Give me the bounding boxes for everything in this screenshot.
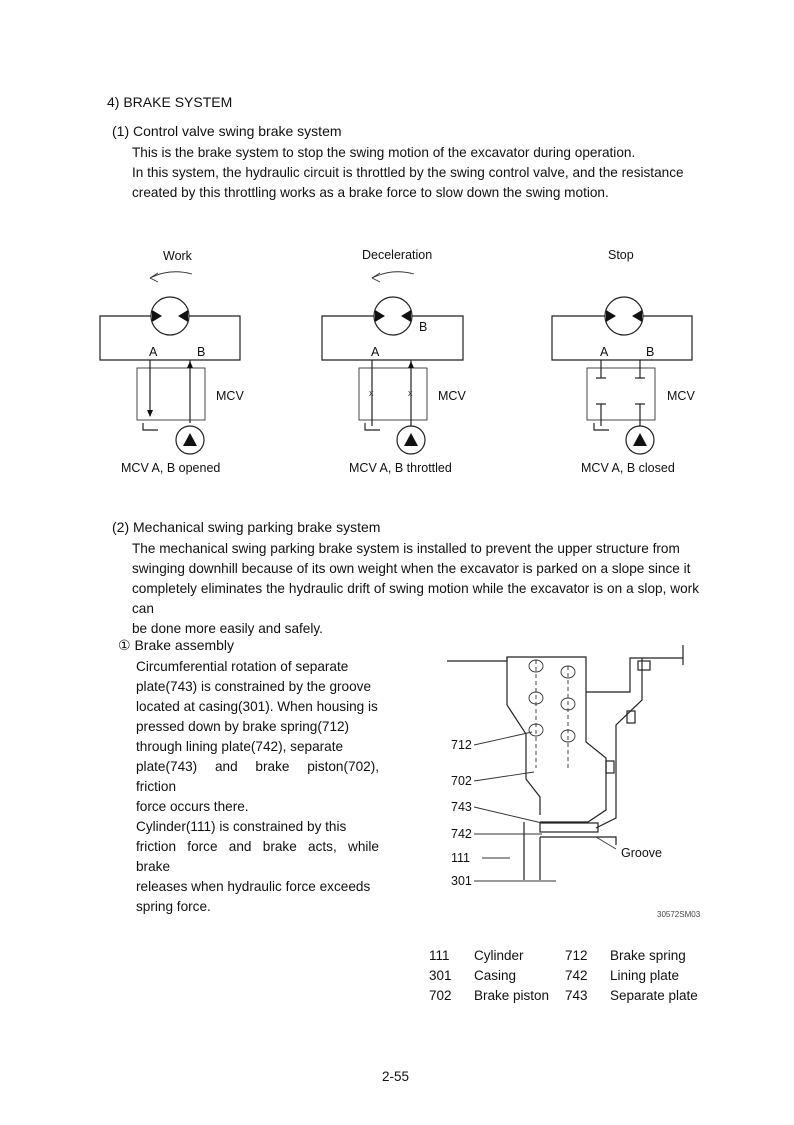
- callout-label: 712: [451, 738, 472, 752]
- legend-number: 111: [429, 948, 450, 963]
- page-number: 2-55: [382, 1069, 410, 1084]
- svg-text:x: x: [369, 388, 374, 398]
- paragraph-line: releases when hydraulic force exceeds: [136, 879, 371, 894]
- paragraph-line: swinging downhill because of its own weight when the excavator is parked on a slope since it: [132, 561, 691, 576]
- port-label: B: [197, 345, 206, 359]
- diagram-stop: [552, 297, 692, 454]
- brake-assembly-body: [136, 657, 379, 917]
- paragraph-line: Circumferential rotation of separate: [136, 659, 349, 674]
- legend-name: Casing: [474, 968, 517, 983]
- svg-text:x: x: [408, 388, 413, 398]
- hydraulic-diagrams: [0, 240, 794, 490]
- port-label: A: [149, 345, 158, 359]
- valve-label: MCV: [667, 389, 695, 403]
- callout-label: 743: [451, 800, 472, 814]
- subsection-2-body: [132, 539, 699, 639]
- paragraph-line: spring force.: [136, 899, 211, 914]
- valve-label: MCV: [438, 389, 466, 403]
- diagram-mode-label: Deceleration: [362, 248, 433, 262]
- callout-label: 742: [451, 827, 472, 841]
- paragraph-line: pressed down by brake spring(712): [136, 719, 350, 734]
- seal-icon: [638, 661, 650, 670]
- arrow-curve-icon: [150, 272, 192, 278]
- subsection-2-title: (2) Mechanical swing parking brake system: [112, 519, 381, 535]
- section-title: 4) BRAKE SYSTEM: [107, 94, 233, 110]
- subsection-1-body: [132, 143, 699, 203]
- diagram-caption: MCV A, B opened: [121, 461, 221, 475]
- legend-number: 743: [565, 988, 588, 1003]
- diagram-caption: MCV A, B closed: [581, 461, 675, 475]
- legend-name: Brake piston: [474, 988, 550, 1003]
- port-label: A: [600, 345, 609, 359]
- paragraph-line: through lining plate(742), separate: [136, 739, 344, 754]
- brake-assembly-drawing: [440, 640, 700, 900]
- diagram-work: [100, 272, 240, 454]
- diagram-caption: MCV A, B throttled: [349, 461, 452, 475]
- port-label: B: [419, 320, 428, 334]
- subsection-1-title: (1) Control valve swing brake system: [112, 123, 342, 139]
- parts-legend: [0, 948, 794, 1018]
- paragraph-line: located at casing(301). When housing is: [136, 699, 378, 714]
- callout-label: 301: [451, 874, 472, 888]
- groove-label: Groove: [621, 846, 662, 860]
- seal-icon: [606, 761, 614, 773]
- paragraph-line: The mechanical swing parking brake system is installed to prevent the upper structure from: [132, 541, 680, 556]
- legend-number: 742: [565, 968, 588, 983]
- paragraph-line: Cylinder(111) is constrained by this: [136, 819, 347, 834]
- paragraph-line: be done more easily and safely.: [132, 621, 323, 636]
- callout-label: 702: [451, 774, 472, 788]
- brake-spring-coils: [529, 660, 575, 768]
- paragraph-line: force occurs there.: [136, 799, 249, 814]
- callout-label: 111: [451, 851, 471, 865]
- drawing-code: 30572SM03: [657, 910, 701, 919]
- arrow-curve-icon: [372, 272, 414, 278]
- paragraph-line: completely eliminates the hydraulic drift of swing motion while the excavator is on a slop, work can: [132, 581, 699, 616]
- valve-label: MCV: [216, 389, 244, 403]
- port-label: B: [646, 345, 655, 359]
- legend-name: Brake spring: [610, 948, 686, 963]
- paragraph-line: created by this throttling works as a brake force to slow down the swing motion.: [132, 185, 609, 200]
- paragraph-line: plate(743) and brake piston(702), friction: [136, 759, 379, 794]
- diagram-mode-label: Stop: [608, 248, 634, 262]
- diagram-deceleration: [322, 272, 463, 454]
- paragraph-line: In this system, the hydraulic circuit is throttled by the swing control valve, and the resistance: [132, 165, 684, 180]
- legend-name: Separate plate: [610, 988, 698, 1003]
- port-label: A: [371, 345, 380, 359]
- brake-assembly-title: ① Brake assembly: [118, 637, 235, 653]
- callout-leaders: [474, 732, 616, 881]
- paragraph-line: friction force and brake acts, while brake: [136, 839, 379, 874]
- diagram-mode-label: Work: [163, 249, 192, 263]
- legend-number: 702: [429, 988, 452, 1003]
- legend-number: 712: [565, 948, 588, 963]
- legend-name: Lining plate: [610, 968, 680, 983]
- paragraph-line: plate(743) is constrained by the groove: [136, 679, 372, 694]
- legend-number: 301: [429, 968, 452, 983]
- legend-name: Cylinder: [474, 948, 524, 963]
- paragraph-line: This is the brake system to stop the swing motion of the excavator during operation.: [132, 145, 636, 160]
